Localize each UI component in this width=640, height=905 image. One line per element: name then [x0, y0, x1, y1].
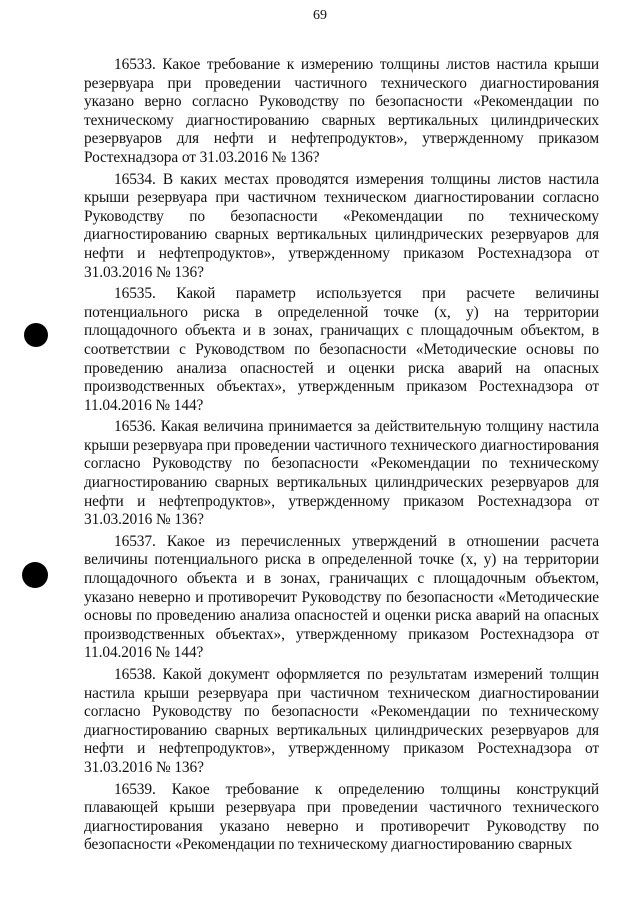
question-16535: 16535. Какой параметр используется при расчете величины потенциального риска в определенной точке (x, y) на территории площадочного объекта и в зонах, граничащих с площадочным объектом, в соответствии с Руководством по безопасности «Методические основы по проведению анализа опасностей и оценки риска аварий на опасных производственных объектах», утвержденным приказом Ростехнадзора от 11.04.2016 № 144? — [84, 285, 599, 414]
question-16536: 16536. Какая величина принимается за действительную толщину настила крыши резервуара при проведении частичного технического диагностирования согласно Руководству по безопасности «Рекомендации по техническому диагностированию сварных вертикальных цилиндрических резервуаров для нефти и нефтепродуктов», утвержденному приказом Ростехнадзора от 31.03.2016 № 136? — [84, 418, 599, 529]
question-16534: 16534. В каких местах проводятся измерения толщины листов настила крыши резервуара при частичном техническом диагностировании согласно Руководству по безопасности «Рекомендации по техническому диагностированию сварных вертикальных цилиндрических резервуаров для нефти и нефтепродуктов», утвержденному приказом Ростехнадзора от 31.03.2016 № 136? — [84, 170, 599, 281]
punch-hole-bottom — [22, 562, 48, 588]
question-16539: 16539. Какое требование к определению толщины конструкций плавающей крыши резервуара при проведении частичного технического диагностирования указано неверно и противоречит Руководству по безопасности «Рекомендации по техническому диагностированию сварных — [84, 780, 599, 854]
question-16538: 16538. Какой документ оформляется по результатам измерений толщин настила крыши резервуара при частичном техническом диагностировании согласно Руководству по безопасности «Рекомендации по техническому диагностированию сварных вертикальных цилиндрических резервуаров для нефти и нефтепродуктов», утвержденному приказом Ростехнадзора от 31.03.2016 № 136? — [84, 666, 599, 776]
punch-hole-top — [24, 323, 48, 347]
document-body — [84, 56, 599, 858]
page-number: 69 — [313, 8, 327, 23]
question-16537: 16537. Какое из перечисленных утверждений в отношении расчета величины потенциального риска в определенной точке (x, y) на территории площадочного объекта и в зонах, граничащих с площадочным объектом, указано неверно и противоречит Руководству по безопасности «Методические основы по проведению анализа опасностей и оценки риска аварий на опасных производственных объектах», утвержденному приказом Ростехнадзора от 11.04.2016 № 144? — [84, 532, 599, 662]
question-16533: 16533. Какое требование к измерению толщины листов настила крыши резервуара при проведении частичного технического диагностирования указано верно согласно Руководству по безопасности «Рекомендации по техническому диагностированию сварных вертикальных цилиндрических резервуаров для нефти и нефтепродуктов», утвержденному приказом Ростехнадзора от 31.03.2016 № 136? — [84, 56, 599, 166]
